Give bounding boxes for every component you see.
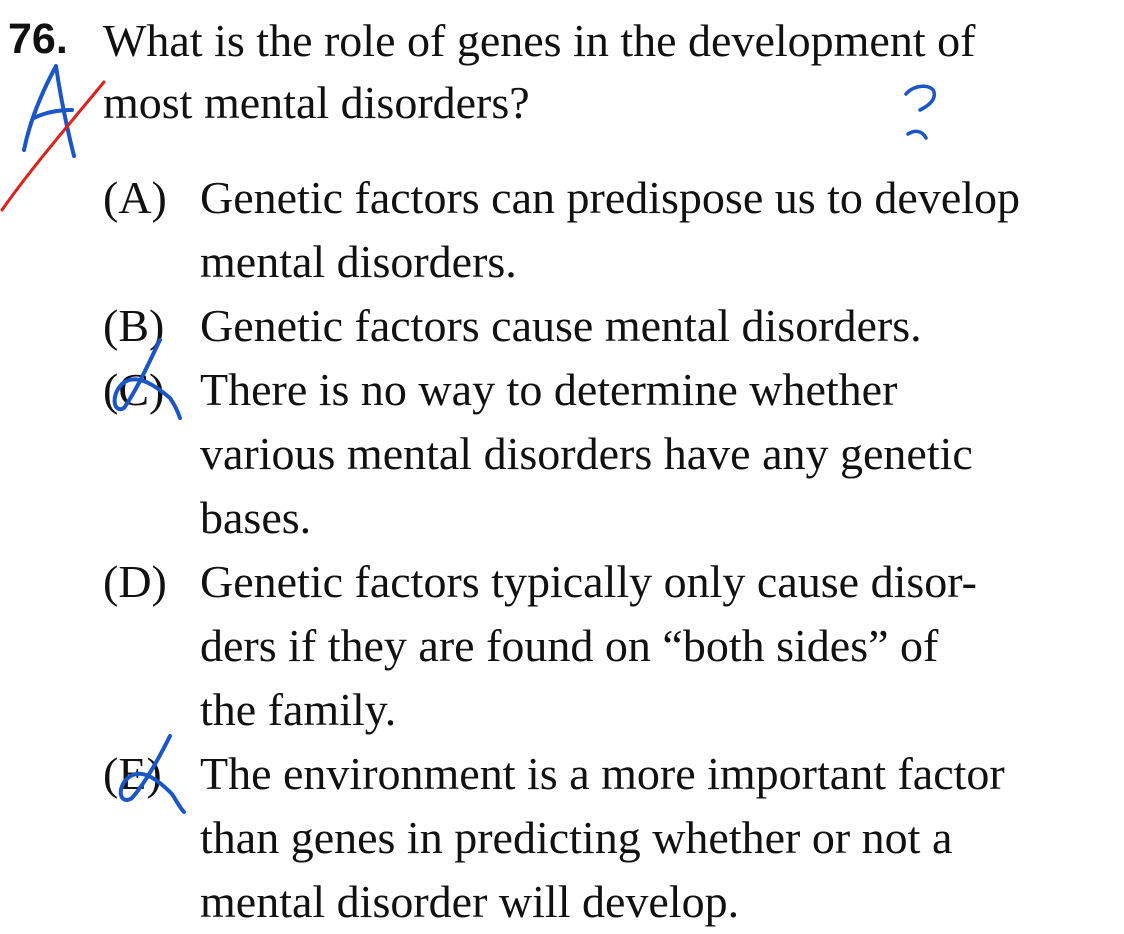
option-text-line: bases. — [200, 492, 312, 543]
option-text-line: mental disorder will develop. — [200, 876, 740, 927]
question-stem — [103, 10, 1093, 134]
option-letter: (B) — [103, 300, 165, 351]
option-d[interactable] — [103, 550, 1113, 742]
red-check-mark — [2, 82, 104, 210]
question-number: 76. — [8, 15, 68, 63]
option-text-line: Genetic factors typically only cause disor- — [200, 556, 977, 607]
option-a[interactable] — [103, 166, 1113, 294]
handwritten-a-crossbar — [34, 110, 72, 118]
option-text-line: than genes in predicting whether or not a — [200, 812, 953, 863]
option-letter: (D) — [103, 556, 167, 607]
handwritten-answer-mark — [24, 66, 74, 156]
option-letter: (E) — [103, 748, 162, 799]
option-text-line: The environment is a more important factor — [200, 748, 1005, 799]
option-c[interactable] — [103, 358, 1113, 550]
option-text-line: There is no way to determine whether — [200, 364, 898, 415]
option-e[interactable] — [103, 742, 1113, 934]
answer-options — [103, 166, 1113, 934]
option-text-line: the family. — [200, 684, 397, 735]
option-text-line: Genetic factors cause mental disorders. — [200, 300, 922, 351]
stem-line: most mental disorders? — [103, 77, 530, 128]
option-text-line: Genetic factors can predispose us to develop — [200, 172, 1021, 223]
option-letter: (C) — [103, 364, 165, 415]
option-letter: (A) — [103, 172, 167, 223]
stem-line: What is the role of genes in the development of — [103, 15, 976, 66]
handwritten-a-stroke — [24, 66, 74, 156]
option-text-line: mental disorders. — [200, 236, 517, 287]
option-text-line: various mental disorders have any genetic — [200, 428, 973, 479]
option-b[interactable] — [103, 294, 1113, 358]
option-text-line: ders if they are found on “both sides” of — [200, 620, 939, 671]
